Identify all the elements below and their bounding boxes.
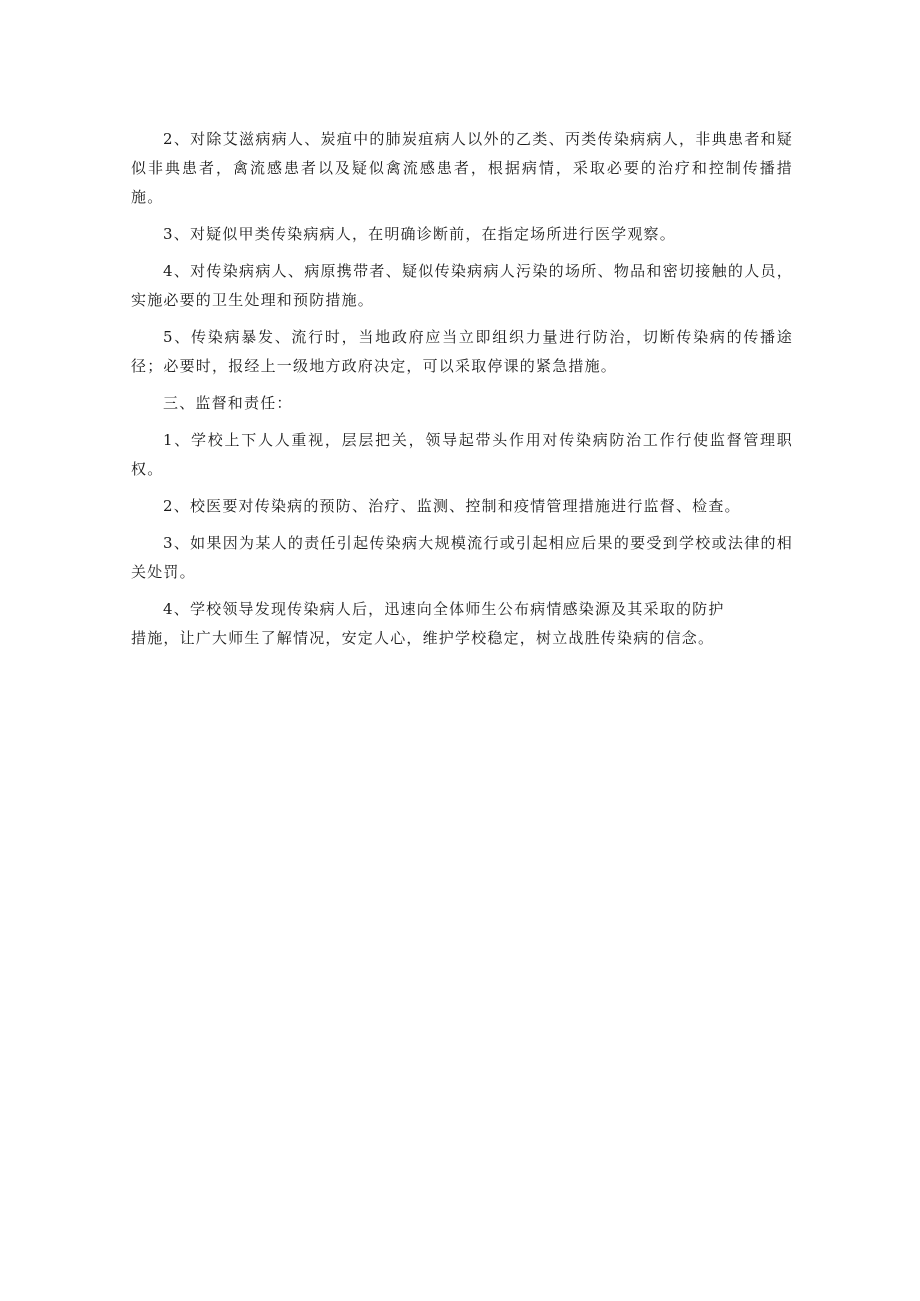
paragraph-item-2-treatment: 2、对除艾滋病病人、炭疽中的肺炭疽病人以外的乙类、丙类传染病病人，非典患者和疑似非典患者，禽流感患者以及疑似禽流感患者，根据病情，采取必要的治疗和控制传播措施。 — [131, 130, 793, 206]
paragraph-supervision-4-line-2: 措施，让广大师生了解情况，安定人心，维护学校稳定，树立战胜传染病的信念。 — [131, 629, 715, 647]
document-body — [131, 125, 793, 661]
section-heading-supervision: 三、监督和责任： — [163, 394, 293, 412]
paragraph-item-5-outbreak: 5、传染病暴发、流行时，当地政府应当立即组织力量进行防治，切断传染病的传播途径；必要时，报经上一级地方政府决定，可以采取停课的紧急措施。 — [131, 328, 793, 375]
paragraph-item-4-sanitation: 4、对传染病病人、病原携带者、疑似传染病病人污染的场所、物品和密切接触的人员，实施必要的卫生处理和预防措施。 — [131, 262, 793, 309]
paragraph-supervision-1: 1、学校上下人人重视，层层把关，领导起带头作用对传染病防治工作行使监督管理职权。 — [131, 431, 793, 478]
paragraph-supervision-2: 2、校医要对传染病的预防、治疗、监测、控制和疫情管理措施进行监督、检查。 — [163, 497, 741, 515]
paragraph-supervision-4-line-1: 4、学校领导发现传染病人后，迅速向全体师生公布病情感染源及其采取的防护 — [163, 600, 725, 618]
paragraph-supervision-3: 3、如果因为某人的责任引起传染病大规模流行或引起相应后果的要受到学校或法律的相关处罚。 — [131, 534, 793, 581]
paragraph-item-3-observation: 3、对疑似甲类传染病病人，在明确诊断前，在指定场所进行医学观察。 — [163, 225, 676, 243]
